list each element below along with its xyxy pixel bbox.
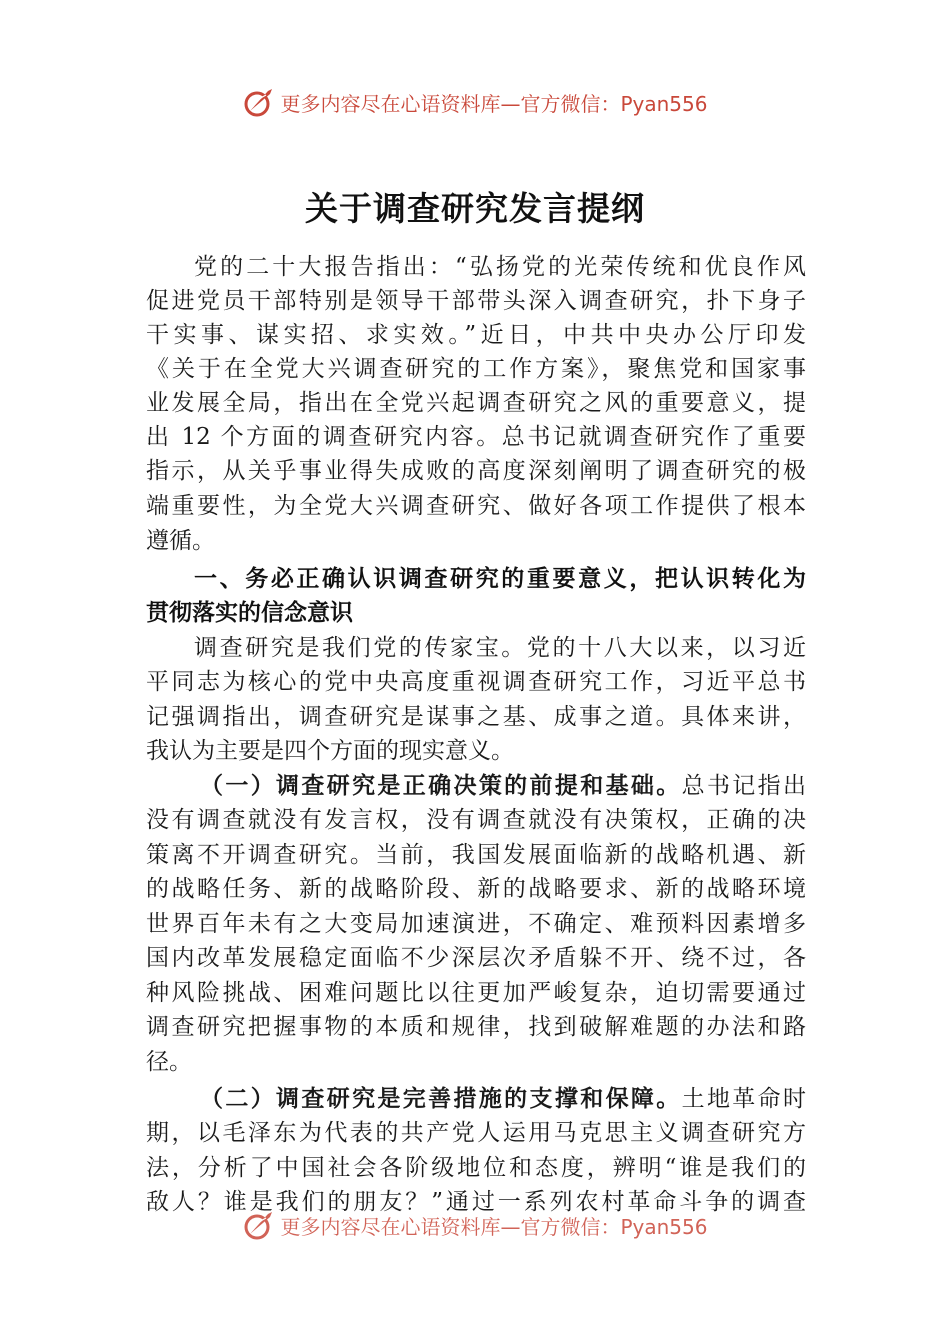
paragraph-line: 促进党员干部特别是领导干部带头深入调查研究，扑下身子 xyxy=(146,288,806,314)
paragraph-line: 策离不开调查研究。当前，我国发展面临新的战略机遇、新 xyxy=(146,842,806,868)
paragraph-line: 平同志为核心的党中央高度重视调查研究工作，习近平总书 xyxy=(146,669,806,695)
paragraph-line: 我认为主要是四个方面的现实意义。 xyxy=(146,738,514,764)
paragraph-line: 种风险挑战、困难问题比以往更加严峻复杂，迫切需要通过 xyxy=(146,980,806,1006)
document-title: 关于调查研究发言提纲 xyxy=(305,189,645,228)
paragraph-line: 径。 xyxy=(146,1049,192,1075)
paragraph-line: 出 12 个方面的调查研究内容。总书记就调查研究作了重要 xyxy=(146,424,806,450)
watermark-text: 更多内容尽在心语资料库—官方微信：Pyan556 xyxy=(280,91,708,116)
subsection-line xyxy=(200,1082,806,1116)
subsection-text: 总书记指出 xyxy=(681,773,807,799)
paragraph-line: 端重要性，为全党大兴调查研究、做好各项工作提供了根本 xyxy=(146,493,806,519)
quill-logo-icon xyxy=(242,85,276,119)
paragraph-line: 调查研究是我们党的传家宝。党的十八大以来，以习近 xyxy=(194,635,806,661)
subsection-heading: （一）调查研究是正确决策的前提和基础。 xyxy=(200,773,682,799)
paragraph-line: 法，分析了中国社会各阶级地位和态度，辨明“谁是我们的 xyxy=(146,1155,806,1181)
paragraph-line: 的战略任务、新的战略阶段、新的战略要求、新的战略环境 xyxy=(146,876,806,902)
quill-logo-icon xyxy=(242,1208,276,1242)
paragraph-line: 没有调查就没有发言权，没有调查就没有决策权，正确的决 xyxy=(146,807,806,833)
paragraph-line: 国内改革发展稳定面临不少深层次矛盾躲不开、绕不过，各 xyxy=(146,945,806,971)
watermark-text: 更多内容尽在心语资料库—官方微信：Pyan556 xyxy=(280,1214,708,1239)
subsection-heading: （二）调查研究是完善措施的支撑和保障。 xyxy=(200,1086,682,1112)
paragraph-line: 《关于在全党大兴调查研究的工作方案》，聚焦党和国家事 xyxy=(146,356,806,382)
paragraph-line: 世界百年未有之大变局加速演进，不确定、难预料因素增多 xyxy=(146,911,806,937)
section-heading: 一、务必正确认识调查研究的重要意义，把认识转化为 xyxy=(194,566,806,592)
subsection-line xyxy=(200,769,806,803)
subsection-text: 土地革命时 xyxy=(681,1086,807,1112)
paragraph-line: 敌人？谁是我们的朋友？”通过一系列农村革命斗争的调查 xyxy=(146,1189,806,1215)
paragraph-line: 党的二十大报告指出：“弘扬党的光荣传统和优良作风 xyxy=(194,254,806,280)
paragraph-line: 调查研究把握事物的本质和规律，找到破解难题的办法和路 xyxy=(146,1014,806,1040)
paragraph-line: 指示，从关乎事业得失成败的高度深刻阐明了调查研究的极 xyxy=(146,458,806,484)
header-watermark xyxy=(0,82,950,122)
paragraph-line: 期，以毛泽东为代表的共产党人运用马克思主义调查研究方 xyxy=(146,1120,806,1146)
footer-watermark xyxy=(0,1205,950,1245)
paragraph-line: 干实事、谋实招、求实效。”近日，中共中央办公厅印发 xyxy=(146,322,806,348)
paragraph-line: 业发展全局，指出在全党兴起调查研究之风的重要意义，提 xyxy=(146,390,806,416)
paragraph-line: 记强调指出，调查研究是谋事之基、成事之道。具体来讲， xyxy=(146,704,806,730)
paragraph-line: 遵循。 xyxy=(146,528,215,554)
section-heading: 贯彻落实的信念意识 xyxy=(146,600,353,626)
